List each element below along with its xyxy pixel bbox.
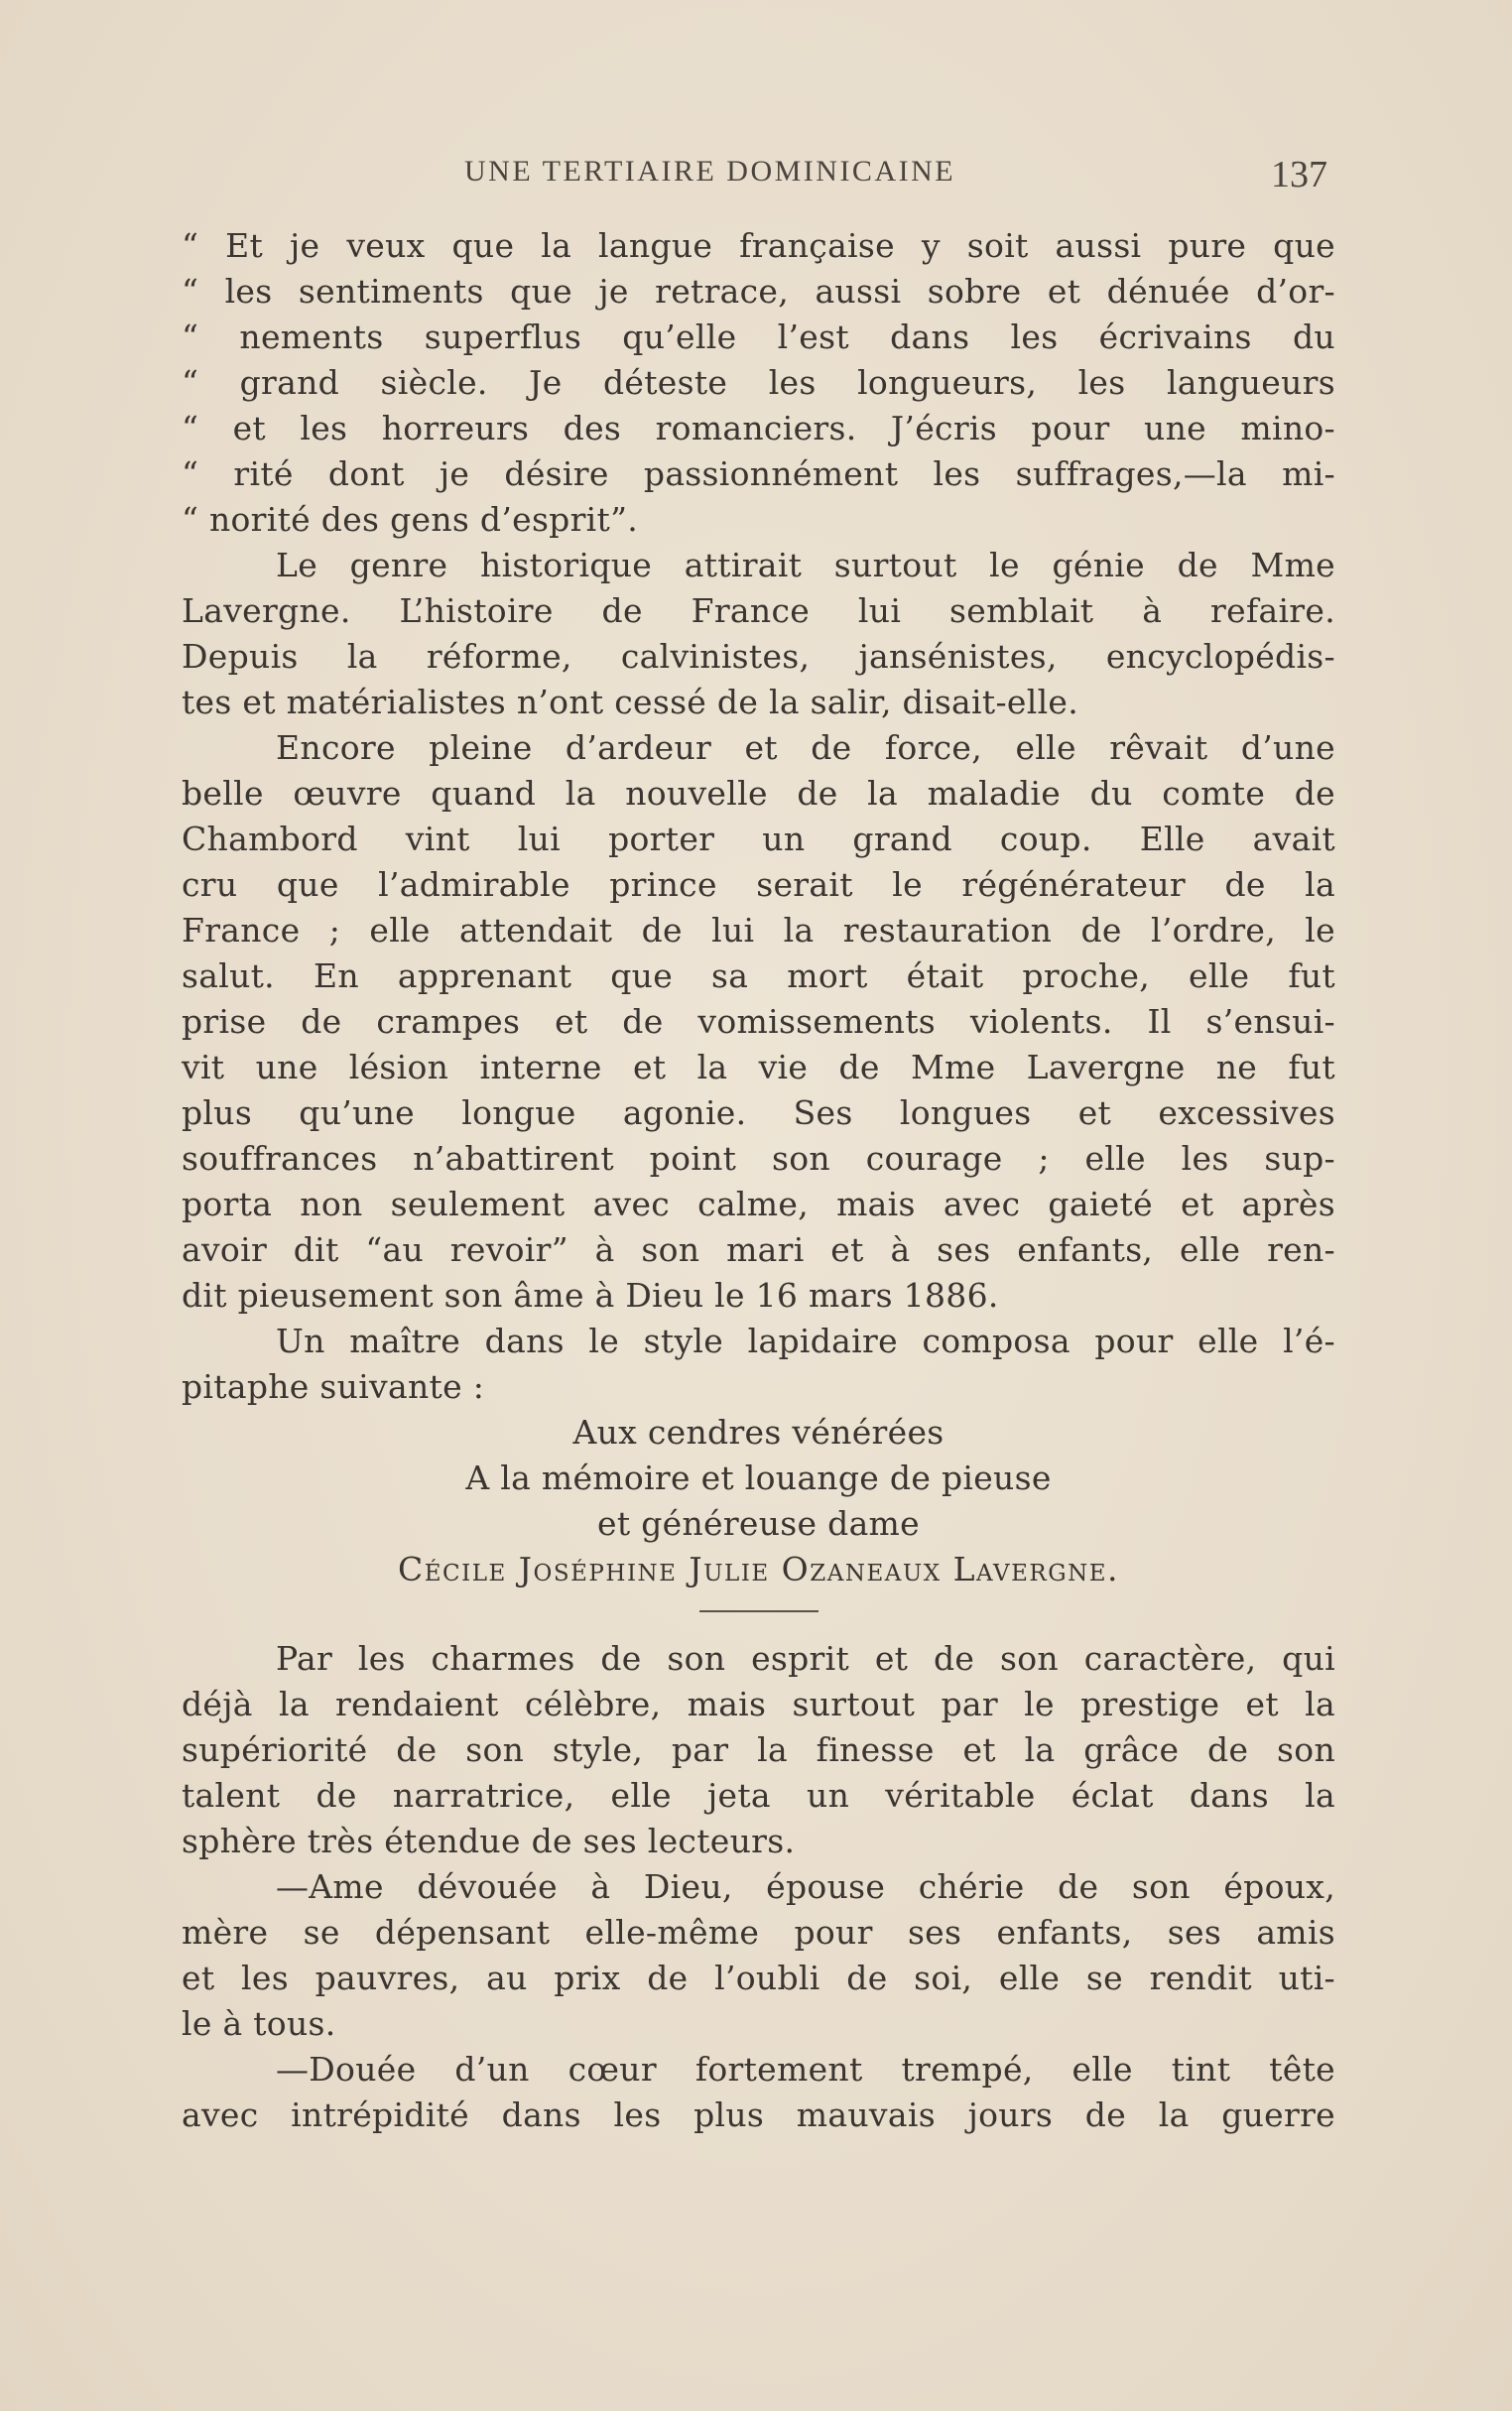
text-line: souffrances n’abattirent point son courage ; elle les sup-: [182, 1139, 1335, 1178]
text-line: belle œuvre quand la nouvelle de la maladie du comte de: [182, 774, 1335, 813]
text-line: Par les charmes de son esprit et de son caractère, qui: [276, 1639, 1335, 1678]
paragraph: [182, 725, 1335, 1319]
epitaph-name: Cécile Joséphine Julie Ozaneaux Lavergne.: [398, 1550, 1119, 1588]
text-line: le à tous.: [182, 2004, 336, 2043]
text-line: —Douée d’un cœur fortement trempé, elle tint tête: [276, 2050, 1335, 2089]
text-line: dit pieusement son âme à Dieu le 16 mars 1886.: [182, 1276, 999, 1315]
text-line: France ; elle attendait de lui la restauration de l’ordre, le: [182, 911, 1335, 950]
text-line: porta non seulement avec calme, mais avec gaieté et après: [182, 1185, 1335, 1223]
paragraph: [182, 543, 1335, 725]
text-line: Le genre historique attirait surtout le génie de Mme: [276, 546, 1335, 584]
paragraph: [182, 2047, 1335, 2138]
text-line: tes et matérialistes n’ont cessé de la salir, disait-elle.: [182, 683, 1079, 721]
text-line: talent de narratrice, elle jeta un véritable éclat dans la: [182, 1776, 1335, 1815]
running-title: UNE TERTIAIRE DOMINICAINE: [464, 155, 956, 188]
text-line: sphère très étendue de ses lecteurs.: [182, 1822, 796, 1860]
text-line: avoir dit “au revoir” à son mari et à ses enfants, elle ren-: [182, 1230, 1335, 1269]
text-line: et les pauvres, au prix de l’oubli de soi, elle se rendit uti-: [182, 1959, 1335, 1997]
text-line: “ norité des gens d’esprit”.: [182, 500, 639, 539]
text-line: supériorité de son style, par la finesse et la grâce de son: [182, 1730, 1335, 1769]
text-line: Encore pleine d’ardeur et de force, elle rêvait d’une: [276, 728, 1335, 767]
text-line: “ grand siècle. Je déteste les longueurs, les langueurs: [182, 363, 1335, 402]
text-line: —Ame dévouée à Dieu, épouse chérie de son époux,: [276, 1867, 1335, 1906]
epitaph-line: Aux cendres vénérées: [572, 1413, 945, 1452]
text-line: Lavergne. L’histoire de France lui semblait à refaire.: [182, 591, 1335, 630]
text-line: Un maître dans le style lapidaire composa pour elle l’é-: [276, 1322, 1335, 1360]
text-line: pitaphe suivante :: [182, 1367, 485, 1406]
epitaph: [182, 1410, 1335, 1592]
epitaph-line: et généreuse dame: [597, 1504, 920, 1543]
text-line: “ Et je veux que la langue française y soit aussi pure que: [182, 226, 1335, 265]
body-text: [182, 223, 1335, 2138]
text-line: salut. En apprenant que sa mort était proche, elle fut: [182, 956, 1335, 995]
text-line: “ les sentiments que je retrace, aussi sobre et dénuée d’or-: [182, 272, 1335, 311]
text-line: “ rité dont je désire passionnément les suffrages,—la mi-: [182, 454, 1335, 493]
text-line: mère se dépensant elle-même pour ses enfants, ses amis: [182, 1913, 1335, 1952]
page-header: [182, 149, 1335, 198]
text-line: plus qu’une longue agonie. Ses longues et excessives: [182, 1093, 1335, 1132]
page-number: 137: [1271, 154, 1327, 195]
text-line: Depuis la réforme, calvinistes, jansénistes, encyclopédis-: [182, 637, 1335, 676]
section-divider: [699, 1610, 819, 1612]
text-line: déjà la rendaient célèbre, mais surtout par le prestige et la: [182, 1685, 1335, 1723]
paragraph: [182, 1636, 1335, 1864]
text-line: avec intrépidité dans les plus mauvais jours de la guerre: [182, 2095, 1335, 2134]
epitaph-line: A la mémoire et louange de pieuse: [465, 1459, 1052, 1497]
paragraph: [182, 1864, 1335, 2047]
text-line: vit une lésion interne et la vie de Mme Lavergne ne fut: [182, 1048, 1335, 1086]
text-line: “ nements superflus qu’elle l’est dans les écrivains du: [182, 317, 1335, 356]
text-line: prise de crampes et de vomissements violents. Il s’ensui-: [182, 1002, 1335, 1041]
paragraph: [182, 1319, 1335, 1410]
quote-paragraph: [182, 223, 1335, 543]
text-line: Chambord vint lui porter un grand coup. Elle avait: [182, 820, 1335, 858]
text-line: cru que l’admirable prince serait le régénérateur de la: [182, 865, 1335, 904]
text-line: “ et les horreurs des romanciers. J’écris pour une mino-: [182, 409, 1335, 447]
